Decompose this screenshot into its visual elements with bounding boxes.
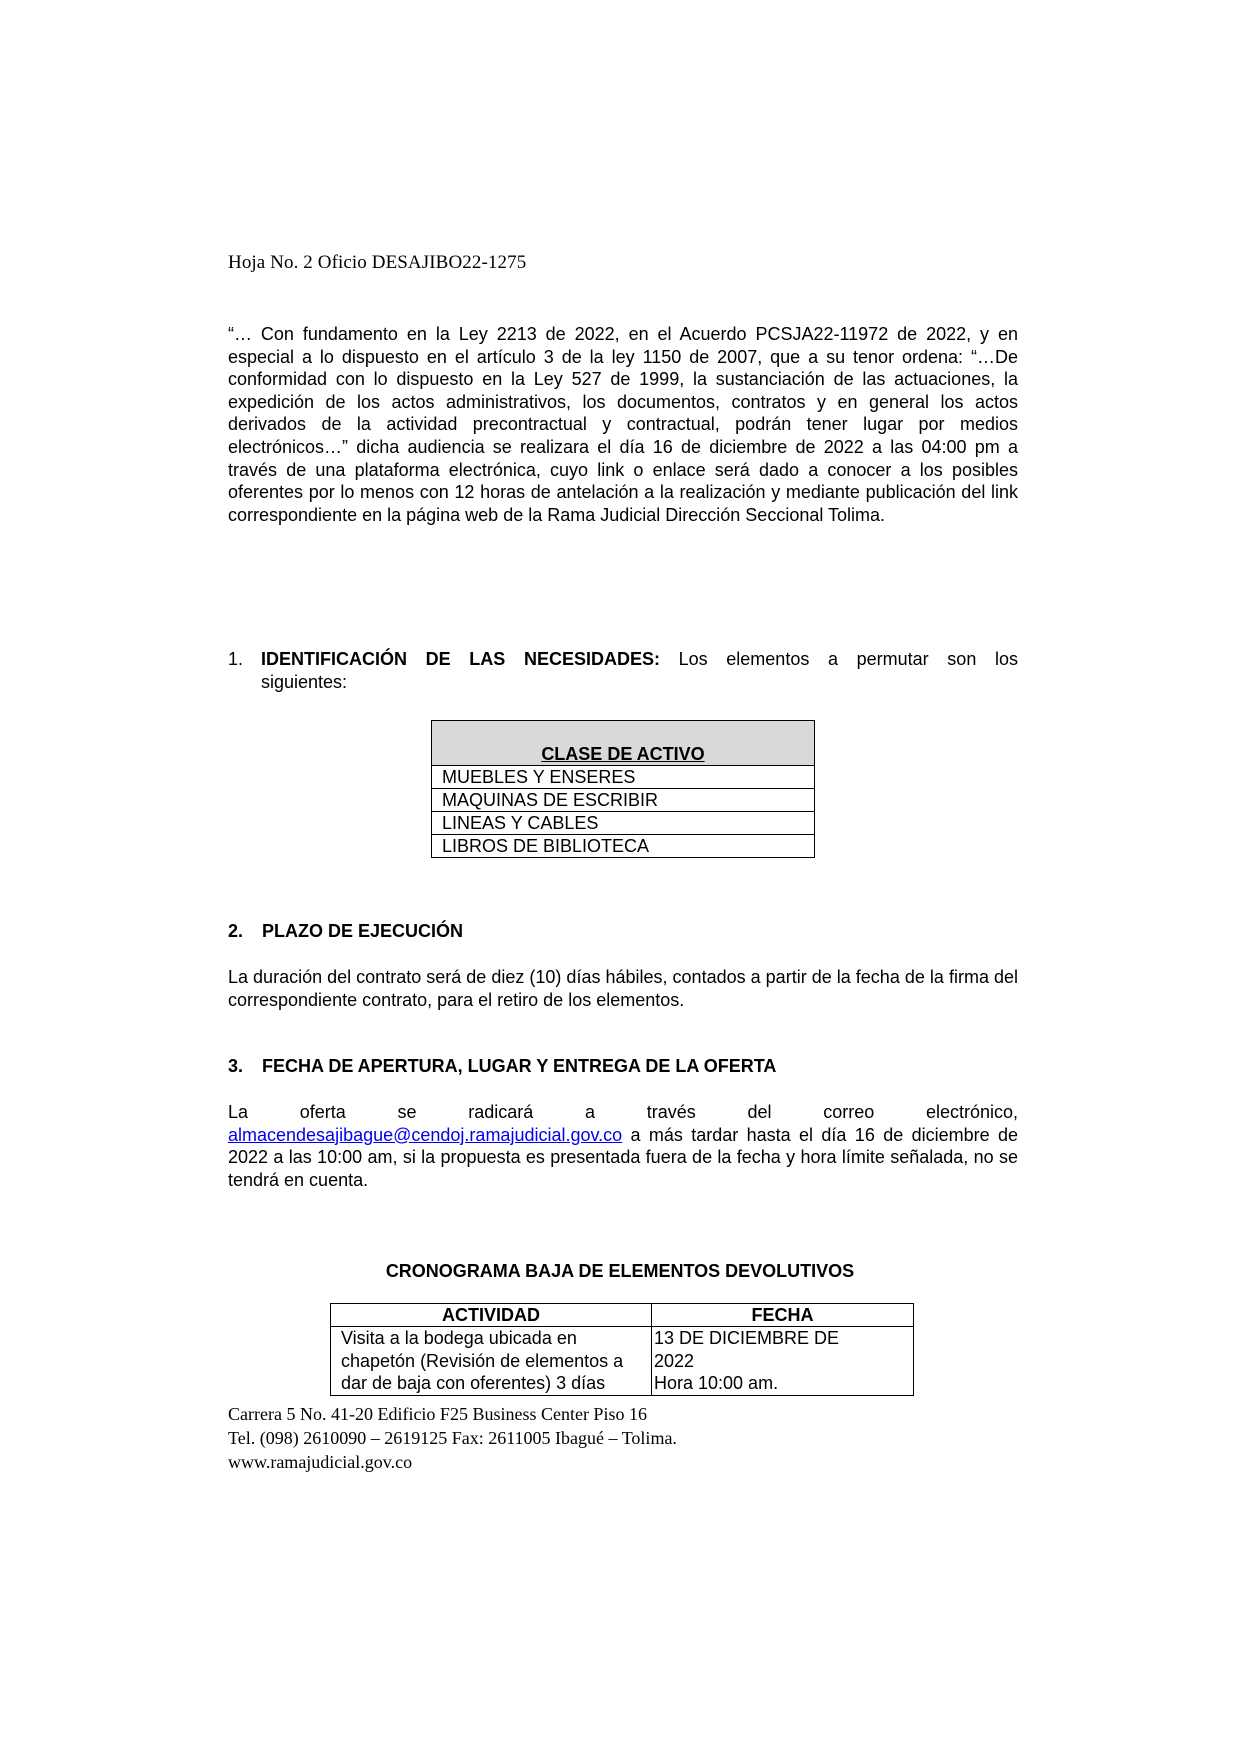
section-title: PLAZO DE EJECUCIÓN	[262, 921, 464, 941]
section-number: 1.	[228, 649, 244, 669]
activity-line: chapetón (Revisión de elementos a	[341, 1350, 624, 1371]
footer-address: Carrera 5 No. 41-20 Edificio F25 Business Center Piso 16	[228, 1404, 647, 1424]
section-offer-text	[228, 1101, 1018, 1191]
section-title: FECHA DE APERTURA, LUGAR Y ENTREGA DE LA OFERTA	[262, 1056, 777, 1076]
page-footer	[228, 1402, 677, 1474]
section-number: 3.	[228, 1056, 244, 1076]
section-deadline-text: La duración del contrato será de diez (10) días hábiles, contados a partir de la fecha de la firma del correspondiente contrato, para el retiro de los elementos.	[228, 967, 1018, 1010]
table-row	[432, 766, 815, 789]
table-cell: MAQUINAS DE ESCRIBIR	[432, 789, 815, 812]
section-title: IDENTIFICACIÓN DE LAS NECESIDADES:	[261, 649, 660, 669]
section-number: 2.	[228, 921, 244, 941]
date-line: 13 DE DICIEMBRE DE	[654, 1328, 840, 1348]
date-line: Hora 10:00 am.	[654, 1373, 779, 1393]
table-row	[432, 812, 815, 835]
table-row	[331, 1327, 914, 1396]
page-header: Hoja No. 2 Oficio DESAJIBO22-1275	[228, 252, 527, 273]
assets-table	[431, 720, 815, 858]
table-cell: LINEAS Y CABLES	[432, 812, 815, 835]
column-header-activity: ACTIVIDAD	[331, 1304, 652, 1327]
footer-web: www.ramajudicial.gov.co	[228, 1452, 413, 1472]
table-cell: LIBROS DE BIBLIOTECA	[432, 835, 815, 858]
offer-text-before: La oferta se radicará a través del correo electrónico,	[228, 1102, 1018, 1122]
email-link[interactable]: almacendesajibague@cendoj.ramajudicial.gov.co	[228, 1124, 623, 1145]
footer-phone: Tel. (098) 2610090 – 2619125 Fax: 2611005 Ibagué – Tolima.	[228, 1428, 677, 1448]
section-text-continued: siguientes:	[261, 671, 348, 692]
schedule-title: CRONOGRAMA BAJA DE ELEMENTOS DEVOLUTIVOS	[385, 1261, 855, 1281]
section-offer-title	[228, 1056, 776, 1077]
section-deadline-title	[228, 921, 463, 942]
section-text: Los elementos a permutar son los	[659, 649, 1018, 669]
column-header-date: FECHA	[652, 1304, 914, 1327]
table-cell: MUEBLES Y ENSERES	[432, 766, 815, 789]
section-needs	[228, 648, 1018, 693]
activity-line: Visita a la bodega ubicada en	[341, 1328, 577, 1348]
table-row	[432, 789, 815, 812]
date-cell	[652, 1327, 914, 1396]
activity-cell	[331, 1327, 652, 1396]
intro-paragraph: “… Con fundamento en la Ley 2213 de 2022, en el Acuerdo PCSJA22-11972 de 2022, y en especial a lo dispuesto en el artículo 3 de la ley 1150 de 2007, que a su tenor ordena: “…De conformidad con lo dispuesto en la Ley 527 de 1999, la sustanciación de las actuaciones, la expedición de los actos administrativos, los documentos, contratos y en general los actos derivados de la actividad precontractual y contractual, podrán tener lugar por medios electrónicos…” dicha audiencia se realizara el día 16 de diciembre de 2022 a las 04:00 pm a través de una plataforma electrónica, cuyo link o enlace será dado a conocer a los posibles oferentes por lo menos con 12 horas de antelación a la realización y mediante publicación del link correspondiente en la página web de la Rama Judicial Dirección Seccional Tolima.	[228, 324, 1018, 525]
date-line: 2022	[654, 1350, 695, 1371]
table-row	[432, 835, 815, 858]
offer-text-after: a más tardar hasta el día 16 de diciembre de 2022 a las 10:00 am, si la propuesta es presentada fuera de la fecha y hora límite señalada, no se tendrá en cuenta.	[228, 1124, 1018, 1190]
activity-line: dar de baja con oferentes) 3 días	[341, 1373, 606, 1393]
table-header: CLASE DE ACTIVO	[432, 721, 815, 766]
schedule-table	[330, 1303, 914, 1396]
